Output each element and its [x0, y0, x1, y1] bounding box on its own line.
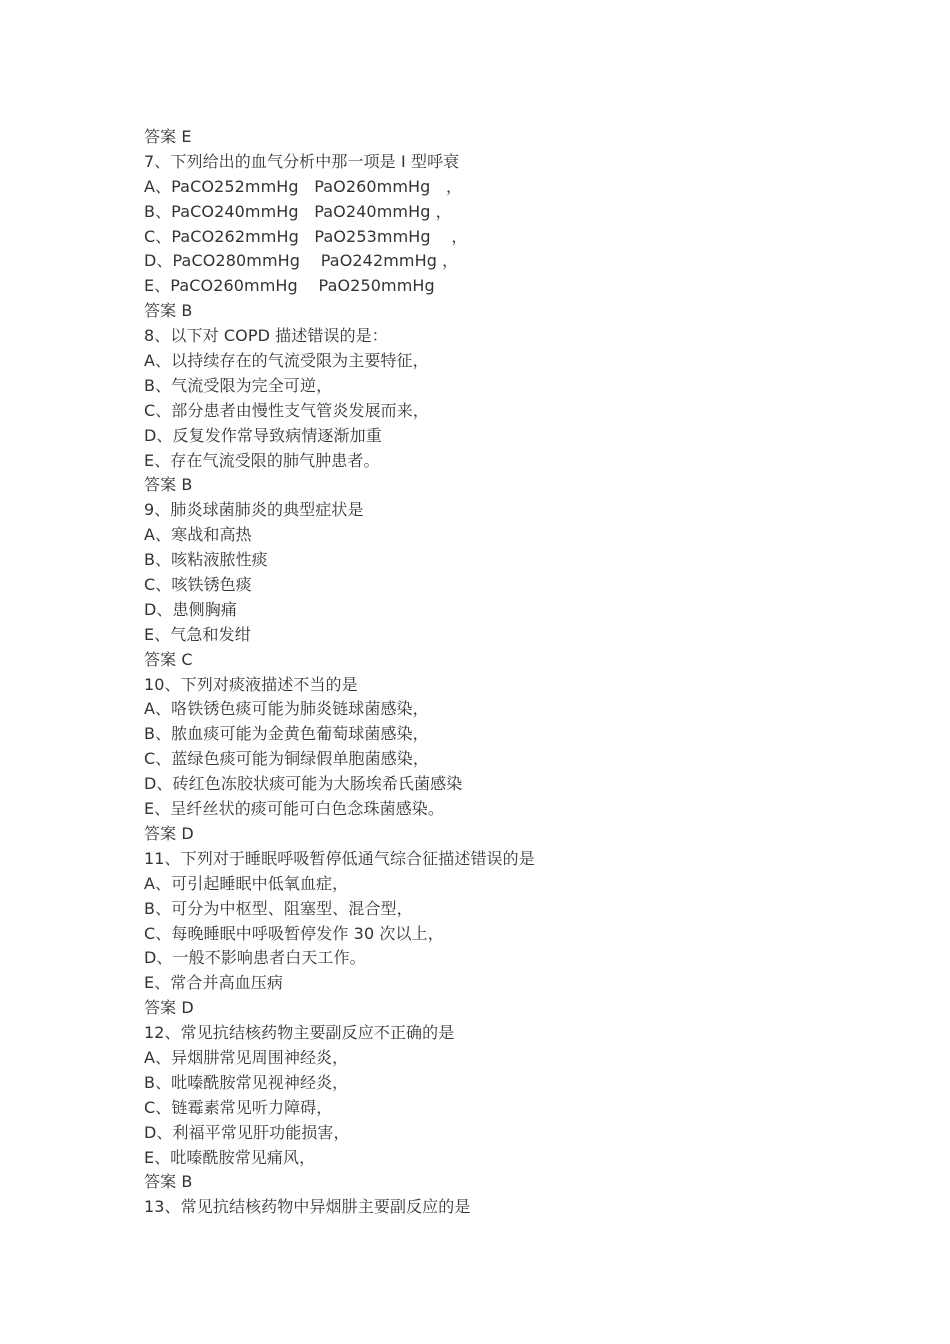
- answer-line: 答案 E: [144, 127, 192, 146]
- option-line: B、吡嗪酰胺常见视神经炎，: [144, 1072, 349, 1092]
- answer-line: 答案 B: [144, 475, 193, 495]
- option-line: B、可分为中枢型、阻塞型、混合型，: [144, 898, 413, 918]
- answer-line: 答案 D: [144, 823, 194, 843]
- option-line: D、一般不影响患者白天工作。: [144, 948, 366, 968]
- option-line: A、异烟肼常见周围神经炎，: [144, 1047, 349, 1067]
- option-line: E、存在气流受限的肺气肿患者。: [144, 450, 380, 470]
- option-line: C、咳铁锈色痰: [144, 575, 252, 595]
- option-line: B、咳粘液脓性痰: [144, 550, 268, 570]
- question-line: 13、常见抗结核药物中异烟肼主要副反应的是: [144, 1197, 471, 1217]
- option-line: A、咯铁锈色痰可能为肺炎链球菌感染，: [144, 699, 429, 719]
- answer-line: 答案 B: [144, 1172, 193, 1192]
- answer-line: 答案 D: [144, 998, 194, 1018]
- question-line: 7、下列给出的血气分析中那一项是 I 型呼衰: [144, 151, 460, 171]
- question-line: 9、肺炎球菌肺炎的典型症状是: [144, 500, 364, 520]
- option-line: D、患侧胸痛: [144, 599, 237, 619]
- option-line: D、PaCO280mmHg PaO242mmHg ，: [144, 251, 459, 271]
- option-line: C、每晚睡眠中呼吸暂停发作 30 次以上，: [144, 923, 444, 943]
- option-line: A、可引起睡眠中低氧血症，: [144, 873, 349, 893]
- option-line: E、呈纤丝状的痰可能可白色念珠菌感染。: [144, 799, 445, 819]
- option-line: D、砖红色冻胶状痰可能为大肠埃希氏菌感染: [144, 774, 463, 794]
- question-line: 10、下列对痰液描述不当的是: [144, 674, 358, 694]
- option-line: C、蓝绿色痰可能为铜绿假单胞菌感染，: [144, 749, 429, 769]
- answer-line: 答案 C: [144, 649, 193, 669]
- option-line: C、PaCO262mmHg PaO253mmHg ，: [144, 226, 468, 246]
- question-line: 8、以下对 COPD 描述错误的是：: [144, 326, 388, 346]
- option-line: E、常合并高血压病: [144, 973, 284, 993]
- answer-line: 答案 B: [144, 301, 193, 321]
- option-line: C、链霉素常见听力障碍，: [144, 1097, 333, 1117]
- question-line: 12、常见抗结核药物主要副反应不正确的是: [144, 1023, 455, 1043]
- option-line: B、脓血痰可能为金黄色葡萄球菌感染，: [144, 724, 429, 744]
- option-line: A、PaCO252mmHg PaO260mmHg ，: [144, 176, 463, 196]
- option-line: E、吡嗪酰胺常见痛风，: [144, 1147, 316, 1167]
- option-line: C、部分患者由慢性支气管炎发展而来，: [144, 400, 429, 420]
- option-line: B、PaCO240mmHg PaO240mmHg ，: [144, 201, 452, 221]
- option-line: B、气流受限为完全可逆，: [144, 375, 333, 395]
- option-line: E、气急和发绀: [144, 624, 251, 644]
- document-body: [144, 125, 864, 1220]
- option-line: D、利福平常见肝功能损害，: [144, 1122, 350, 1142]
- question-line: 11、下列对于睡眠呼吸暂停低通气综合征描述错误的是: [144, 848, 535, 868]
- option-line: D、反复发作常导致病情逐渐加重: [144, 425, 382, 445]
- option-line: A、以持续存在的气流受限为主要特征，: [144, 351, 429, 371]
- option-line: A、寒战和高热: [144, 525, 252, 545]
- option-line: E、PaCO260mmHg PaO250mmHg: [144, 276, 435, 296]
